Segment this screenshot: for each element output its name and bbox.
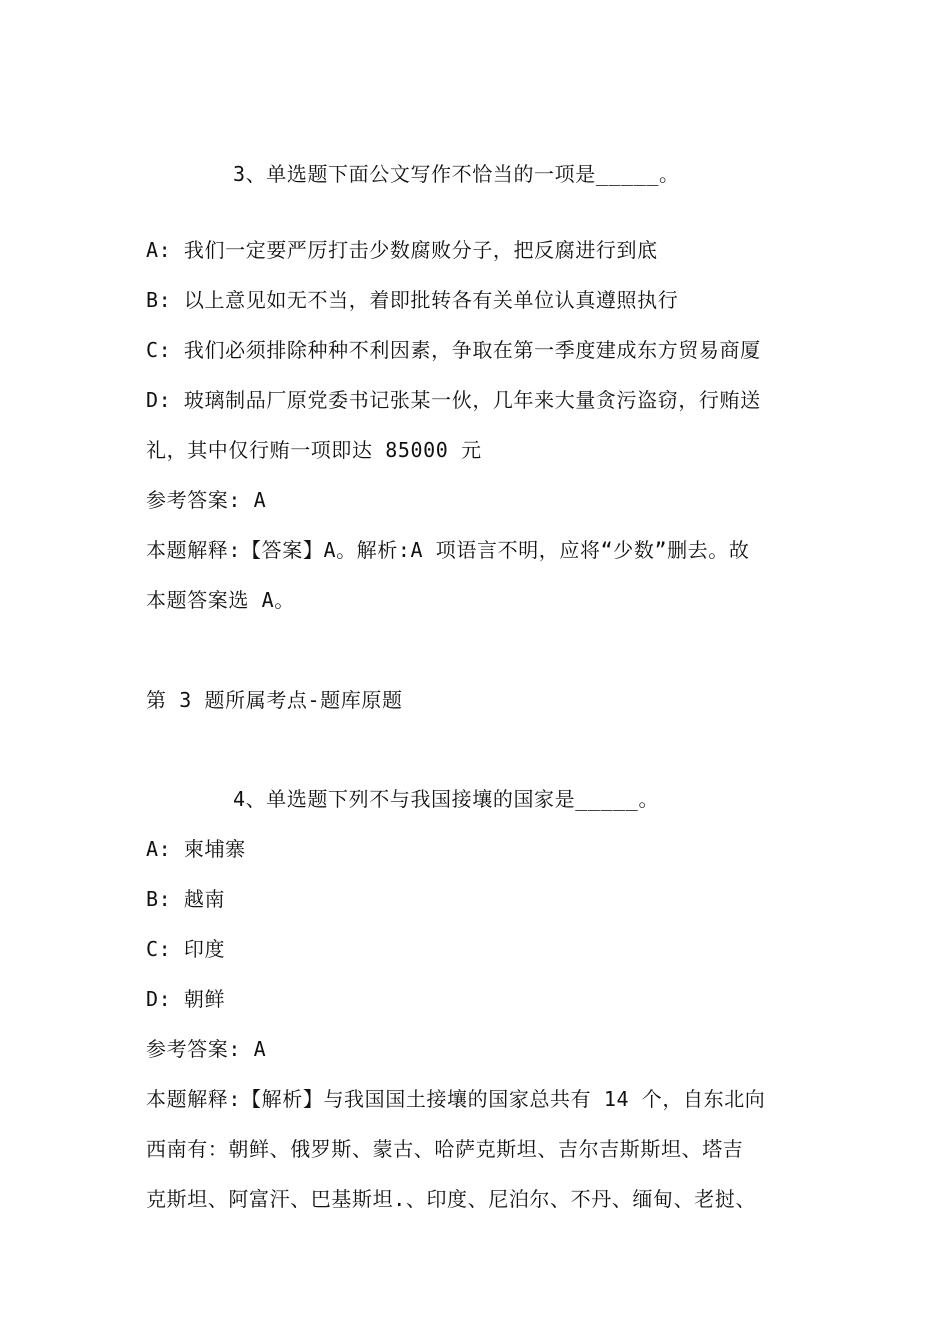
question-4-option-d: D: 朝鲜 [146,987,226,1011]
question-3-option-c: C: 我们必须排除种种不利因素，争取在第一季度建成东方贸易商厦 [146,338,761,362]
question-3-explanation-continued: 本题答案选 A。 [146,588,295,612]
question-3-option-d: D: 玻璃制品厂原党委书记张某一伙，几年来大量贪污盗窃，行贿送 [146,388,761,412]
question-3-stem: 3、单选题下面公文写作不恰当的一项是_____。 [233,162,680,186]
question-4-option-a: A: 柬埔寨 [146,837,246,861]
question-4-explanation: 本题解释:【解析】与我国国土接壤的国家总共有 14 个，自东北向 [146,1087,766,1111]
question-3-option-b: B: 以上意见如无不当，着即批转各有关单位认真遵照执行 [146,288,679,312]
question-4-answer: 参考答案: A [146,1037,267,1061]
question-4-option-b: B: 越南 [146,887,226,911]
question-4-option-c: C: 印度 [146,937,226,961]
question-4-explanation-continued: 西南有：朝鲜、俄罗斯、蒙古、哈萨克斯坦、吉尔吉斯斯坦、塔吉 [146,1137,744,1161]
question-4-explanation-continued-2: 克斯坦、阿富汗、巴基斯坦.、印度、尼泊尔、不丹、缅甸、老挝、 [146,1187,757,1211]
question-3-explanation: 本题解释:【答案】A。解析:A 项语言不明，应将“少数”删去。故 [146,538,750,562]
question-3-topic: 第 3 题所属考点-题库原题 [146,688,403,712]
question-3-answer: 参考答案: A [146,488,267,512]
question-4-stem: 4、单选题下列不与我国接壤的国家是_____。 [233,787,660,811]
question-3-option-d-continued: 礼，其中仅行贿一项即达 85000 元 [146,438,482,462]
question-3-option-a: A: 我们一定要严厉打击少数腐败分子，把反腐进行到底 [146,238,658,262]
